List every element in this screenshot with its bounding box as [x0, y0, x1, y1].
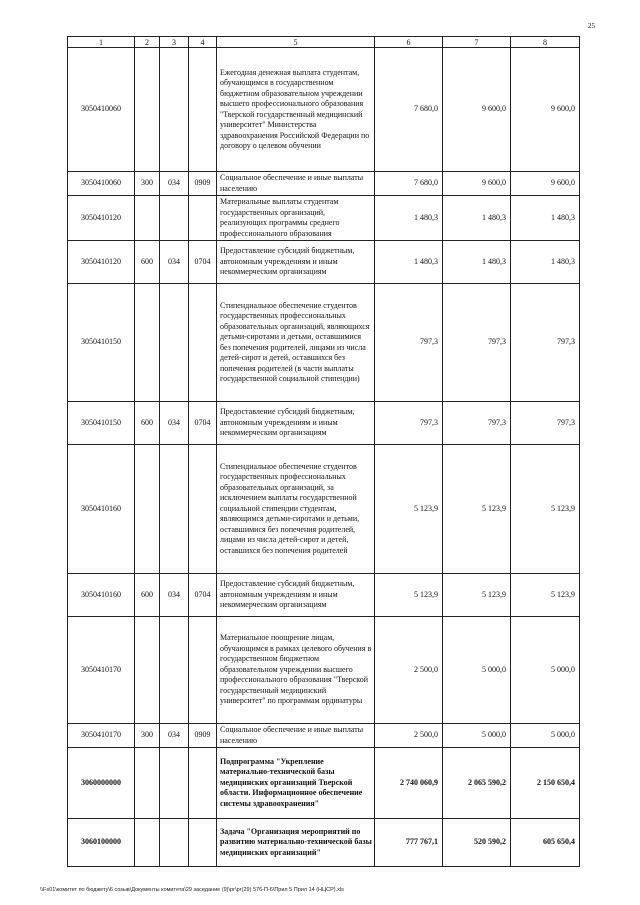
- amount-year2-cell: 5 000,0: [443, 724, 511, 748]
- department-code-cell: [160, 48, 189, 172]
- amount-year2-cell: 5 123,9: [443, 445, 511, 574]
- amount-year1-cell: 5 123,9: [375, 574, 443, 617]
- file-path-footer: \\Fs01\комитет по бюджету\6 созыв\Документы комитета\29 заседание (9)\рг\рг(29) 576-П-6\Прил 5 Прил 14 (НЦСР).xls: [40, 887, 344, 893]
- amount-year3-cell: 797,3: [511, 284, 580, 402]
- description-cell: Материальные выплаты студентам государственных организаций, реализующих программы среднего профессионального образования: [217, 196, 375, 241]
- table-row: [68, 402, 580, 445]
- amount-year2-cell: 520 590,2: [443, 819, 511, 867]
- amount-year1-cell: 7 680,0: [375, 48, 443, 172]
- column-header: 3: [160, 37, 189, 48]
- amount-year3-cell: 9 600,0: [511, 172, 580, 196]
- column-header: 8: [511, 37, 580, 48]
- amount-year2-cell: 9 600,0: [443, 172, 511, 196]
- program-code-cell: 3060100000: [68, 819, 135, 867]
- amount-year1-cell: 1 480,3: [375, 196, 443, 241]
- description-cell: Ежегодная денежная выплата студентам, обучающимся в государственном бюджетном образовательном учреждении высшего профессионального образования "Тверской государственный медицинский университет" Министерства здравоохранения Российской Федерации по договору о целевом обучении: [217, 48, 375, 172]
- description-cell: Социальное обеспечение и иные выплаты населению: [217, 724, 375, 748]
- amount-year2-cell: 2 065 590,2: [443, 748, 511, 819]
- program-code-cell: 3050410060: [68, 48, 135, 172]
- table-row: [68, 724, 580, 748]
- department-code-cell: 034: [160, 172, 189, 196]
- section-code-cell: 0909: [189, 724, 217, 748]
- section-code-cell: [189, 284, 217, 402]
- expense-type-cell: 300: [135, 172, 160, 196]
- amount-year3-cell: 797,3: [511, 402, 580, 445]
- amount-year2-cell: 1 480,3: [443, 241, 511, 284]
- column-header: 2: [135, 37, 160, 48]
- section-code-cell: 0704: [189, 574, 217, 617]
- table-row: [68, 574, 580, 617]
- program-code-cell: 3060000000: [68, 748, 135, 819]
- program-code-cell: 3050410160: [68, 445, 135, 574]
- department-code-cell: [160, 284, 189, 402]
- program-code-cell: 3050410060: [68, 172, 135, 196]
- amount-year3-cell: 5 000,0: [511, 724, 580, 748]
- description-cell: Предоставление субсидий бюджетным, автономным учреждениям и иным некоммерческим организациям: [217, 402, 375, 445]
- section-code-cell: [189, 617, 217, 724]
- table-row: [68, 819, 580, 867]
- program-code-cell: 3050410120: [68, 196, 135, 241]
- program-code-cell: 3050410160: [68, 574, 135, 617]
- column-header: 6: [375, 37, 443, 48]
- section-code-cell: [189, 196, 217, 241]
- budget-table-container: [67, 36, 579, 867]
- section-code-cell: 0909: [189, 172, 217, 196]
- description-cell: Предоставление субсидий бюджетным, автономным учреждениям и иным некоммерческим организациям: [217, 574, 375, 617]
- program-code-cell: 3050410170: [68, 724, 135, 748]
- amount-year1-cell: 5 123,9: [375, 445, 443, 574]
- expense-type-cell: [135, 196, 160, 241]
- amount-year1-cell: 797,3: [375, 284, 443, 402]
- description-cell: Социальное обеспечение и иные выплаты населению: [217, 172, 375, 196]
- department-code-cell: 034: [160, 574, 189, 617]
- amount-year1-cell: 2 740 060,9: [375, 748, 443, 819]
- amount-year1-cell: 2 500,0: [375, 617, 443, 724]
- amount-year2-cell: 797,3: [443, 284, 511, 402]
- department-code-cell: [160, 617, 189, 724]
- table-row: [68, 48, 580, 172]
- amount-year3-cell: 5 123,9: [511, 574, 580, 617]
- table-body: [68, 37, 580, 867]
- section-code-cell: [189, 819, 217, 867]
- amount-year2-cell: 1 480,3: [443, 196, 511, 241]
- program-code-cell: 3050410120: [68, 241, 135, 284]
- expense-type-cell: [135, 819, 160, 867]
- department-code-cell: [160, 445, 189, 574]
- table-row: [68, 241, 580, 284]
- description-cell: Предоставление субсидий бюджетным, автономным учреждениям и иным некоммерческим организациям: [217, 241, 375, 284]
- amount-year3-cell: 5 123,9: [511, 445, 580, 574]
- table-row: [68, 617, 580, 724]
- amount-year1-cell: 2 500,0: [375, 724, 443, 748]
- department-code-cell: 034: [160, 241, 189, 284]
- section-code-cell: [189, 48, 217, 172]
- column-number-row: [68, 37, 580, 48]
- column-header: 4: [189, 37, 217, 48]
- amount-year3-cell: 5 000,0: [511, 617, 580, 724]
- program-code-cell: 3050410150: [68, 402, 135, 445]
- section-code-cell: 0704: [189, 402, 217, 445]
- table-row: [68, 196, 580, 241]
- amount-year2-cell: 5 000,0: [443, 617, 511, 724]
- description-cell: Стипендиальное обеспечение студентов государственных профессиональных образовательных организаций, являющихся детьми-сиротами и детьми, оставшимися без попечения родителей, лицами из числа детей-сирот и детей, оставшихся без попечения родителей (в части выплаты государственной социальной стипендии): [217, 284, 375, 402]
- table-row: [68, 445, 580, 574]
- amount-year2-cell: 5 123,9: [443, 574, 511, 617]
- amount-year1-cell: 1 480,3: [375, 241, 443, 284]
- description-cell: Задача "Организация мероприятий по развитию материально-технической базы медицинских организаций": [217, 819, 375, 867]
- column-header: 5: [217, 37, 375, 48]
- table-row: [68, 284, 580, 402]
- column-header: 7: [443, 37, 511, 48]
- table-row: [68, 748, 580, 819]
- amount-year2-cell: 797,3: [443, 402, 511, 445]
- amount-year3-cell: 1 480,3: [511, 196, 580, 241]
- department-code-cell: [160, 819, 189, 867]
- description-cell: Подпрограмма "Укрепление материально-технической базы медицинских организаций Тверской области. Информационное обеспечение системы здравоохранения": [217, 748, 375, 819]
- expense-type-cell: [135, 284, 160, 402]
- section-code-cell: [189, 445, 217, 574]
- expense-type-cell: [135, 617, 160, 724]
- department-code-cell: [160, 196, 189, 241]
- amount-year3-cell: 2 150 650,4: [511, 748, 580, 819]
- section-code-cell: 0704: [189, 241, 217, 284]
- department-code-cell: 034: [160, 724, 189, 748]
- section-code-cell: [189, 748, 217, 819]
- department-code-cell: [160, 748, 189, 819]
- table-row: [68, 172, 580, 196]
- expense-type-cell: 600: [135, 402, 160, 445]
- expense-type-cell: [135, 445, 160, 574]
- column-header: 1: [68, 37, 135, 48]
- amount-year1-cell: 797,3: [375, 402, 443, 445]
- description-cell: Стипендиальное обеспечение студентов государственных профессиональных образовательных организаций, за исключением выплаты государственной социальной стипендии студентам, являющимся детьми-сиротами и детьми, оставшимися без попечения родителей, лицами из числа детей-сирот и детей, оставшихся без попечения родителей: [217, 445, 375, 574]
- expense-type-cell: [135, 748, 160, 819]
- amount-year3-cell: 1 480,3: [511, 241, 580, 284]
- budget-table: [67, 36, 580, 867]
- amount-year3-cell: 605 650,4: [511, 819, 580, 867]
- expense-type-cell: [135, 48, 160, 172]
- amount-year2-cell: 9 600,0: [443, 48, 511, 172]
- description-cell: Материальное поощрение лицам, обучающимся в рамках целевого обучения в государственном бюджетном образовательном учреждении высшего профессионального образования "Тверской государственный медицинский университет" по программам ординатуры: [217, 617, 375, 724]
- department-code-cell: 034: [160, 402, 189, 445]
- amount-year1-cell: 7 680,0: [375, 172, 443, 196]
- expense-type-cell: 300: [135, 724, 160, 748]
- program-code-cell: 3050410170: [68, 617, 135, 724]
- expense-type-cell: 600: [135, 574, 160, 617]
- page-number: 25: [588, 22, 595, 30]
- amount-year3-cell: 9 600,0: [511, 48, 580, 172]
- expense-type-cell: 600: [135, 241, 160, 284]
- amount-year1-cell: 777 767,1: [375, 819, 443, 867]
- program-code-cell: 3050410150: [68, 284, 135, 402]
